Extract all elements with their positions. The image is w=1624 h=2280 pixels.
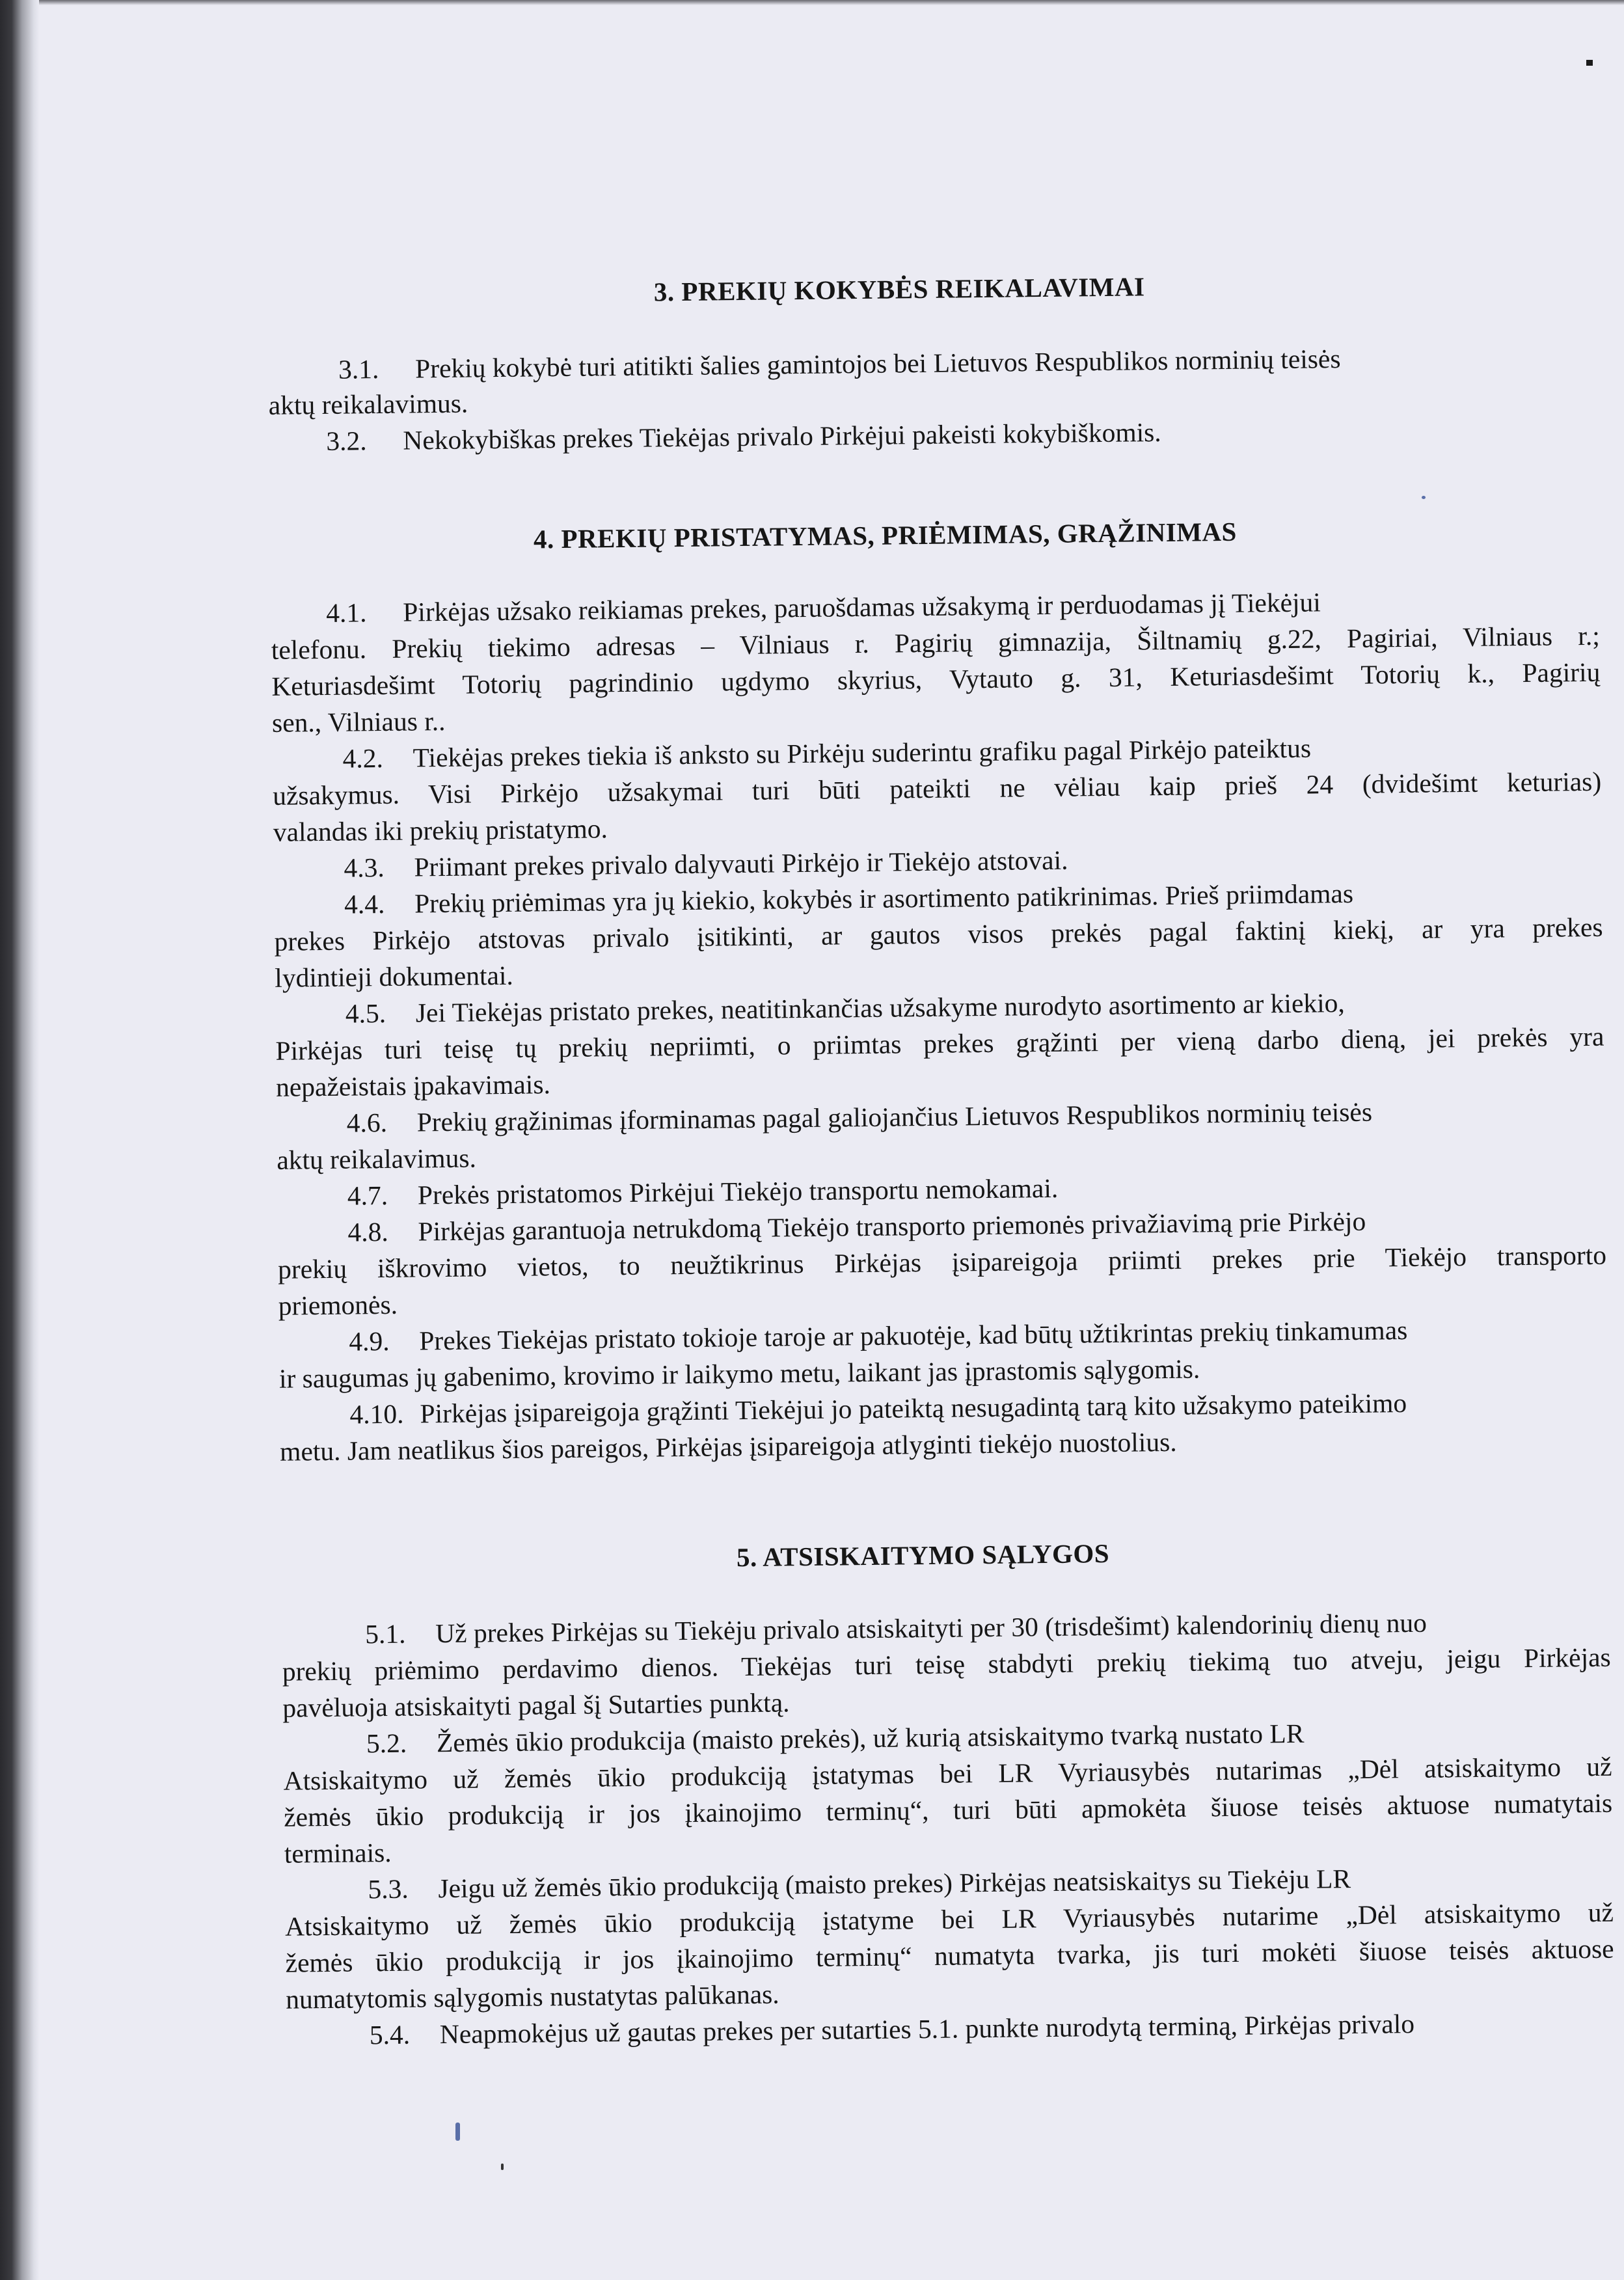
document-page [264, 0, 1623, 2280]
paragraph-4-1-line-2: telefonu. Prekių tiekimo adresas – Vilniaus r. Pagirių gimnazija, Šiltnamių g.22, Pagiriai, Vilniaus r.; [271, 620, 1600, 665]
paragraph-4-2-number: 4.2. [342, 743, 384, 774]
paragraph-4-7-number: 4.7. [347, 1180, 388, 1211]
paragraph-3-2-number: 3.2. [326, 426, 367, 456]
paragraph-4-5-number: 4.5. [345, 998, 386, 1029]
paragraph-5-3-number: 5.3. [368, 1873, 409, 1905]
paragraph-5-3-line-2: Atsiskaitymo už žemės ūkio produkciją įstatyme bei LR Vyriausybės nutarime „Dėl atsiskaitymo už [284, 1897, 1614, 1942]
paragraph-4-8-line-3: priemonės. [278, 1289, 398, 1321]
paragraph-3-2-line-1: 3.2. Nekokybiškas prekes Tiekėjas privalo Pirkėjui pakeisti kokybiškomis. [326, 417, 1161, 456]
paragraph-4-1-line-4: sen., Vilniaus r.. [271, 705, 446, 738]
paragraph-3-1-number: 3.1. [338, 354, 379, 385]
paragraph-4-5-line-1: 4.5. Jei Tiekėjas pristato prekes, neatitinkančias užsakyme nurodyto asortimento ar kiekio, [345, 988, 1345, 1029]
section-4-heading: 4. PREKIŲ PRISTATYMAS, PRIĖMIMAS, GRĄŽINIMAS [533, 516, 1238, 554]
paragraph-4-9-line-2: ir saugumas jų gabenimo, krovimo ir laikymo metu, laikant jas įprastomis sąlygomis. [278, 1353, 1200, 1394]
paragraph-4-9-line-1: 4.9. Prekes Tiekėjas pristato tokioje taroje ar pakuotėje, kad būtų užtikrintas prekių tinkamumas [349, 1315, 1408, 1357]
paragraph-4-1-number: 4.1. [325, 597, 367, 628]
paragraph-4-4-number: 4.4. [344, 889, 385, 919]
paragraph-5-2-line-2: Atsiskaitymo už žemės ūkio produkciją įstatymas bei LR Vyriausybės nutarimas „Dėl atsiskaitymo už [283, 1751, 1612, 1796]
paragraph-4-2-line-2: užsakymus. Visi Pirkėjo užsakymai turi būti pateikti ne vėliau kaip prieš 24 (dvidešimt keturias) [272, 766, 1602, 811]
paragraph-4-1-line-3: Keturiasdešimt Totorių pagrindinio ugdymo skyrius, Vytauto g. 31, Keturiasdešimt Totorių k., Pagirių [271, 657, 1601, 701]
paragraph-5-1-line-1: 5.1. Už prekes Pirkėjas su Tiekėju privalo atsiskaityti per 30 (trisdešimt) kalendorinių dienų nuo [364, 1607, 1428, 1649]
paragraph-4-6-line-1: 4.6. Prekių grąžinimas įforminamas pagal galiojančius Lietuvos Respublikos norminių teisės [346, 1096, 1373, 1138]
paragraph-4-8-number: 4.8. [347, 1216, 388, 1247]
paragraph-5-1-line-2: prekių priėmimo perdavimo dienos. Tiekėjas turi teisę stabdyti prekių tiekimą tuo atveju, jeigu Pirkėjas [282, 1642, 1611, 1687]
paragraph-5-3-line-4: numatytomis sąlygomis nustatytas palūkanas. [286, 1979, 779, 2015]
paragraph-3-1-line-1: 3.1. Prekių kokybė turi atitikti šalies gamintojos bei Lietuvos Respublikos norminių teisės [338, 344, 1341, 385]
paragraph-5-1-number: 5.1. [364, 1618, 406, 1649]
paragraph-5-3-line-1: 5.3. Jeigu už žemės ūkio produkciją (maisto prekes) Pirkėjas neatsiskaitys su Tiekėju LR [368, 1864, 1351, 1905]
section-3-heading: 3. PREKIŲ KOKYBĖS REIKALAVIMAI [653, 271, 1145, 307]
paragraph-4-4-line-1: 4.4. Prekių priėmimas yra jų kiekio, kokybės ir asortimento patikrinimas. Prieš priimdamas [344, 878, 1354, 919]
paragraph-5-3-line-3: žemės ūkio produkciją ir jos įkainojimo terminų“ numatyta tvarka, jis turi mokėti šiuose teisės aktuose [285, 1933, 1614, 1978]
paragraph-4-10-line-2: metu. Jam neatlikus šios pareigos, Pirkėjas įsipareigoja atlyginti tiekėjo nuostolius. [279, 1426, 1177, 1467]
paragraph-4-6-number: 4.6. [346, 1107, 388, 1138]
paragraph-4-5-line-2: Pirkėjas turi teisę tų prekių nepriimti, o priimtas prekes grąžinti per vieną darbo dieną, jei prekės yra [275, 1021, 1604, 1066]
paragraph-5-2-number: 5.2. [366, 1728, 407, 1759]
scan-left-shadow [0, 0, 39, 2280]
paragraph-4-8-line-2: prekių iškrovimo vietos, to neužtikrinus Pirkėjas įsipareigoja priimti prekes prie Tiekėjo transporto [277, 1240, 1607, 1284]
paragraph-4-7-line-1: 4.7. Prekės pristatomos Pirkėjui Tiekėjo transportu nemokamai. [347, 1173, 1059, 1211]
paragraph-5-4-line-1: 5.4. Neapmokėjus už gautas prekes per sutarties 5.1. punkte nurodytą terminą, Pirkėjas privalo [369, 2008, 1415, 2050]
paragraph-4-4-line-3: lydintieji dokumentai. [275, 960, 514, 993]
paragraph-5-2-line-3: žemės ūkio produkciją ir jos įkainojimo terminų“, turi būti apmokėta šiuose teisės aktuose numatytais [283, 1787, 1613, 1832]
paragraph-4-6-line-2: aktų reikalavimus. [277, 1143, 477, 1175]
section-5-heading: 5. ATSISKAITYMO SĄLYGOS [736, 1538, 1110, 1573]
paragraph-4-3-line-1: 4.3. Priimant prekes privalo dalyvauti Pirkėjo ir Tiekėjo atstovai. [344, 845, 1068, 883]
paragraph-4-3-number: 4.3. [344, 852, 385, 883]
paragraph-4-2-line-3: valandas iki prekių pristatymo. [273, 813, 608, 847]
paragraph-3-1-line-2: aktų reikalavimus. [268, 388, 468, 420]
paragraph-4-10-number: 4.10. [349, 1398, 404, 1430]
paragraph-5-1-line-3: pavėluoja atsiskaityti pagal šį Sutarties punktą. [282, 1687, 790, 1723]
paragraph-4-5-line-3: nepažeistais įpakavimais. [275, 1069, 551, 1102]
paragraph-4-2-line-1: 4.2. Tiekėjas prekes tiekia iš anksto su Pirkėju suderintu grafiku pagal Pirkėjo pateiktus [342, 733, 1312, 774]
paragraph-5-2-line-1: 5.2. Žemės ūkio produkcija (maisto prekės), už kurią atsiskaitymo tvarką nustato LR [366, 1718, 1305, 1759]
paragraph-4-8-line-1: 4.8. Pirkėjas garantuoja netrukdomą Tiekėjo transporto priemonės privažiavimą prie Pirkėjo [347, 1206, 1366, 1247]
paragraph-5-4-number: 5.4. [369, 2019, 411, 2050]
paragraph-5-2-line-4: terminais. [284, 1837, 392, 1869]
paragraph-4-4-line-2: prekes Pirkėjo atstovas privalo įsitikinti, ar gautos visos prekės pagal faktinį kiekį, ar yra prekes [274, 912, 1603, 957]
paragraph-4-10-line-1: 4.10. Pirkėjas įsipareigoja grąžinti Tiekėjui jo pateiktą nesugadintą tarą kito užsakymo pateikimo [349, 1388, 1407, 1430]
paragraph-4-1-line-1: 4.1. Pirkėjas užsako reikiamas prekes, paruošdamas užsakymą ir perduodamas jį Tiekėjui [325, 587, 1321, 628]
paragraph-4-9-number: 4.9. [349, 1325, 390, 1357]
